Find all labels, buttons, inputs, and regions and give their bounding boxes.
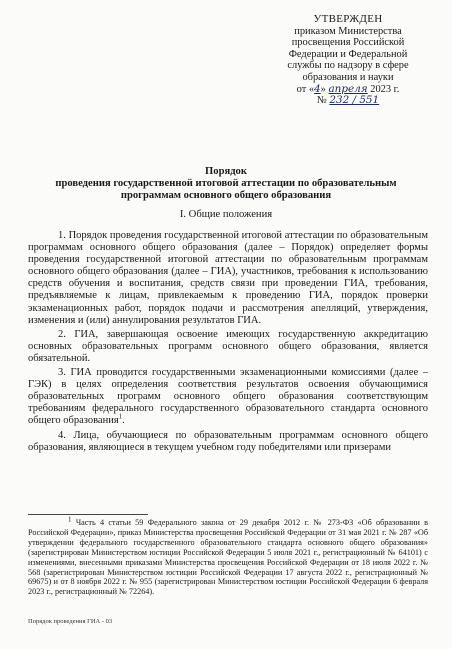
- section-heading: I. Общие положения: [179, 209, 273, 220]
- paragraph-3-end: .: [122, 415, 125, 427]
- approval-line: образования и науки: [302, 71, 394, 83]
- paragraph-2: 2. ГИА, завершающая освоение имеющих государственную аккредитацию основных образовательных программ основного общего образования, является обязательной.: [28, 328, 428, 364]
- footnote-ref: 1: [118, 412, 123, 421]
- title-line: Порядок: [205, 166, 247, 177]
- paragraph-3-text: 3. ГИА проводится государственными экзаменационными комиссиями (далее – ГЭК) в целях определения соответствия результатов освоения обучающимися образовательных программ основного общего образования соответствующим требованиям федерального государственного образовательного стандарта основного общего образования: [28, 367, 428, 427]
- date-prefix: от «: [296, 83, 315, 95]
- footnote-text: Часть 4 статьи 59 Федерального закона от 29 декабря 2012 г. № 273-ФЗ «Об образовании в Российской Федерации», приказ Министерства просвещения Российской Федерации от 31 мая 2021 г. № 287 «Об утверждении федерального государственного образовательного стандарта основного общего образования» (зарегистрирован Министерством юстиции Российской Федерации 5 июля 2021 г., регистрационный № 64101) с изменениями, внесенными приказами Министерства просвещения Российской Федерации от 18 июля 2022 г. № 568 (зарегистрирован Министерством юстиции Российской Федерации 17 августа 2022 г., регистрационный № 69675) и от 8 ноября 2022 г. № 955 (зарегистрирован Министерством юстиции Российской Федерации 6 февраля 2023 г., регистрационный № 72264).: [28, 518, 429, 597]
- date-mid: »: [320, 83, 326, 95]
- approval-stamp-block: [268, 14, 428, 107]
- number-prefix: №: [316, 95, 327, 107]
- title-line: проведения государственной итоговой аттестации по образовательным: [55, 178, 397, 189]
- footnote-divider: [28, 514, 148, 515]
- paragraph-4: 4. Лица, обучающиеся по образовательным программам основного общего образования, являющиеся в текущем учебном году победителями или призерами: [28, 429, 428, 453]
- approval-title: УТВЕРЖДЕН: [313, 13, 383, 25]
- approval-line: приказом Министерства: [294, 25, 402, 37]
- approval-line: просвещения Российской: [291, 37, 405, 49]
- date-year: 2023 г.: [370, 83, 400, 95]
- date-day-handwritten: 4: [314, 82, 321, 95]
- document-title: [40, 166, 412, 202]
- approval-line: службы по надзору в сфере: [287, 60, 409, 72]
- footnote: [28, 515, 429, 597]
- number-handwritten: 232 / 551: [329, 94, 380, 107]
- page-footer: Порядок проведения ГИА - 03: [28, 618, 113, 625]
- footnote-mark: 1: [68, 515, 72, 524]
- approval-number: [268, 95, 428, 107]
- date-month-handwritten: апреля: [328, 82, 368, 95]
- document-body: [28, 230, 428, 456]
- title-line: программам основного общего образования: [120, 190, 332, 201]
- paragraph-1: 1. Порядок проведения государственной итоговой аттестации по образовательным программам основного общего образования (далее – Порядок) определяет формы проведения государственной итоговой аттестации по образовательным программам основного общего образования (далее – ГИА), участников, требования к использованию средств обучения и воспитания, средств связи при проведении ГИА, требования, предъявляемые к лицам, привлекаемым к проведению ГИА, порядок проверки экзаменационных работ, порядок подачи и рассмотрения апелляций, утверждения, изменения и (или) аннулирования результатов ГИА.: [28, 230, 428, 326]
- approval-line: Федерации и Федеральной: [288, 48, 408, 60]
- paragraph-3: [28, 367, 428, 427]
